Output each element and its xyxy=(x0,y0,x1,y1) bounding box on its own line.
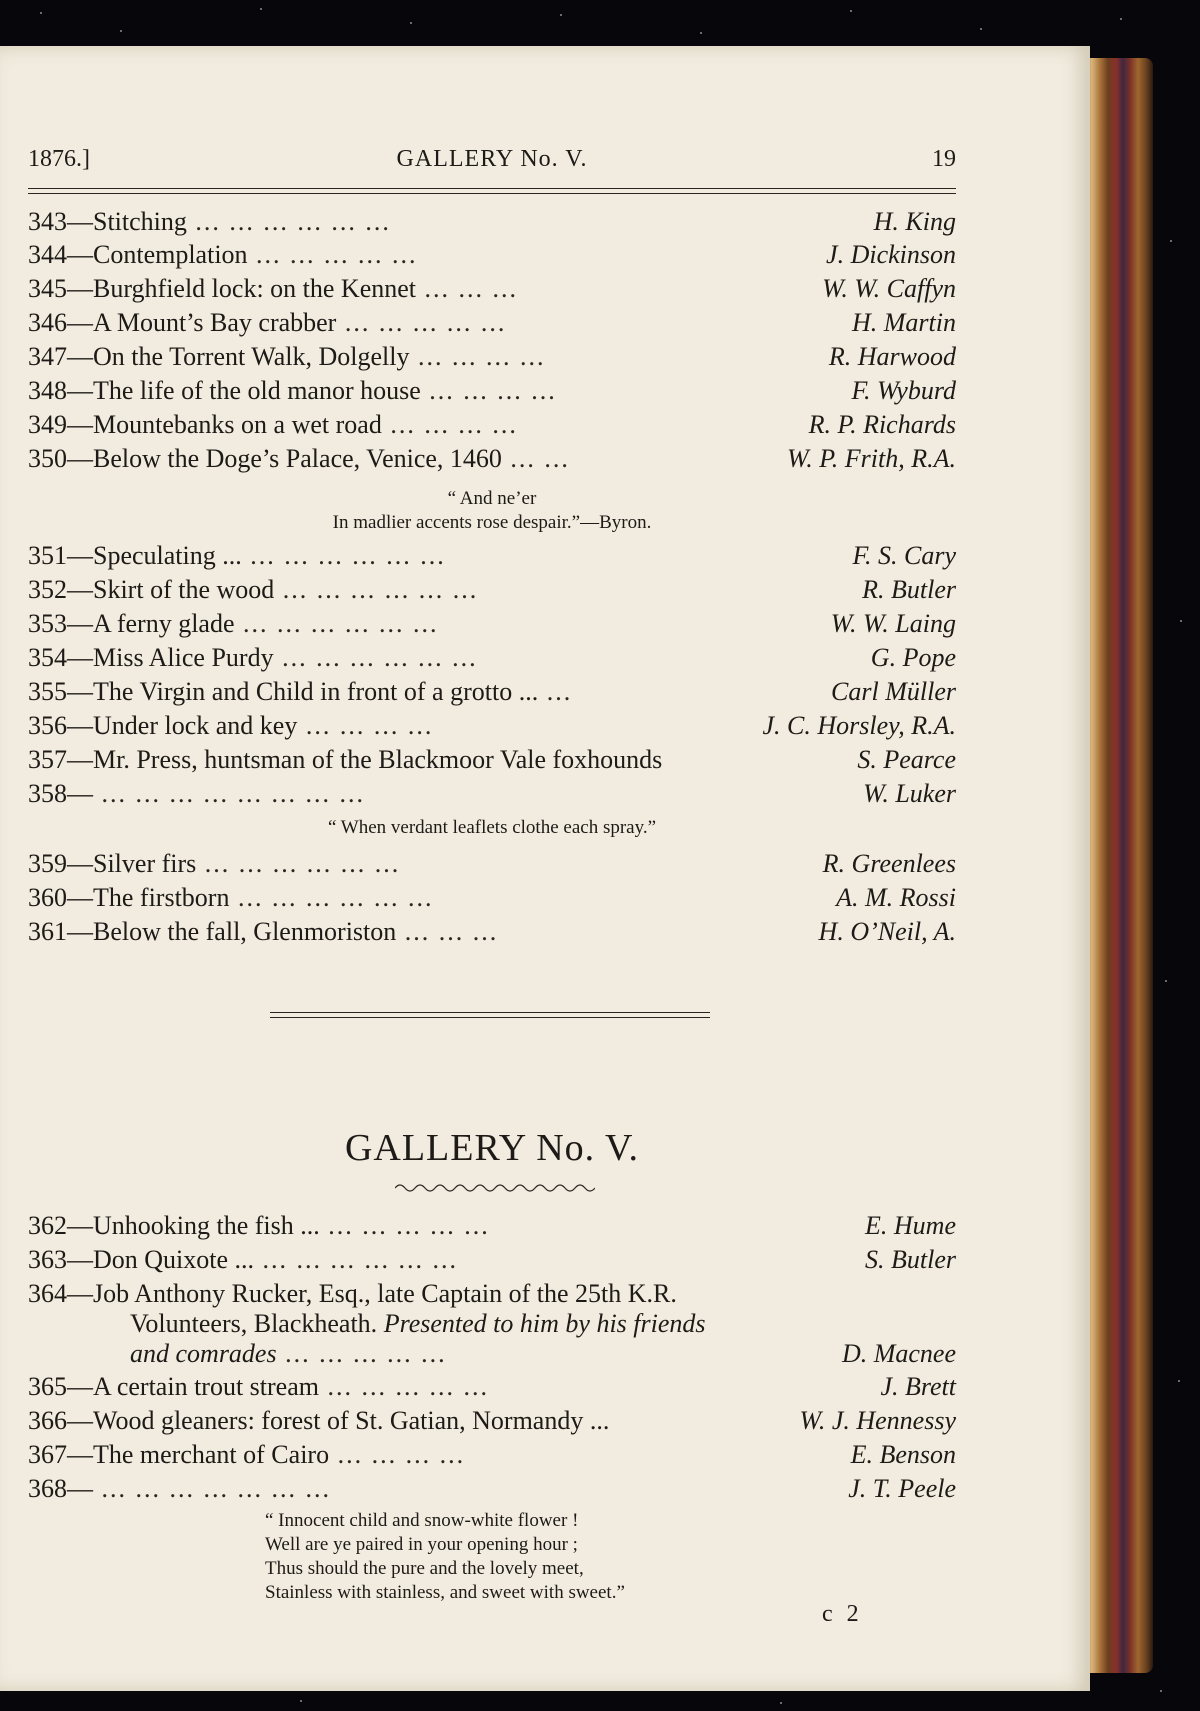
catalogue-entry: 367—The merchant of Cairo ... ... ... ... E. Benson xyxy=(28,1440,956,1469)
catalogue-entry: 343—Stitching ... ... ... ... ... ... H. King xyxy=(28,207,956,236)
entry-title: 351—Speculating ... xyxy=(28,541,242,570)
entry-artist: R. P. Richards xyxy=(803,409,956,441)
entry-title: 367—The merchant of Cairo xyxy=(28,1440,330,1469)
entry-artist: J. T. Peele xyxy=(842,1473,956,1505)
catalogue-entry xyxy=(28,1405,956,1437)
entry-artist: A. M. Rossi xyxy=(830,882,956,914)
catalogue-entry-continuation xyxy=(130,1308,956,1340)
wavy-rule xyxy=(395,1182,595,1194)
entry-artist: J. C. Horsley, R.A. xyxy=(756,710,956,742)
entry-title-italic: and comrades xyxy=(130,1339,277,1368)
catalogue-entry: 352—Skirt of the wood ... ... ... ... ... ... R. Butler xyxy=(28,575,956,604)
entry-title-italic: Presented to him by his friends xyxy=(383,1309,706,1338)
entry-artist: E. Hume xyxy=(859,1210,956,1242)
entry-artist: W. W. Caffyn xyxy=(816,273,956,305)
entry-artist: W. J. Hennessy xyxy=(794,1405,956,1437)
catalogue-entry: 358— ... ... ... ... ... ... ... ... W. Luker xyxy=(28,779,956,808)
entry-title: 347—On the Torrent Walk, Dolgelly xyxy=(28,342,410,371)
entry-title: 350—Below the Doge’s Palace, Venice, 1460 xyxy=(28,444,502,473)
epigraph-line: “ And ne’er xyxy=(447,488,537,509)
entry-artist: H. King xyxy=(868,206,956,238)
catalogue-entry: 355—The Virgin and Child in front of a grotto ... ... Carl Müller xyxy=(28,677,956,706)
signature-mark: c 2 xyxy=(822,1601,863,1627)
catalogue-entry: 344—Contemplation ... ... ... ... ... J. Dickinson xyxy=(28,240,956,269)
entry-title: 361—Below the fall, Glenmoriston xyxy=(28,917,397,946)
entry-artist: R. Greenlees xyxy=(817,848,956,880)
entry-artist: Carl Müller xyxy=(825,676,956,708)
running-header xyxy=(28,146,956,186)
catalogue-entry: 353—A ferny glade ... ... ... ... ... ... W. W. Laing xyxy=(28,609,956,638)
entry-title: 364—Job Anthony Rucker, Esq., late Captain of the 25th K.R. xyxy=(28,1279,677,1308)
entry-title: 359—Silver firs xyxy=(28,849,197,878)
epigraph xyxy=(28,487,956,535)
catalogue-entry: 362—Unhooking the fish ... ... ... ... ... ... E. Hume xyxy=(28,1211,956,1240)
catalogue-entry: 368— ... ... ... ... ... ... ... J. T. Peele xyxy=(28,1474,956,1503)
entry-title: 355—The Virgin and Child in front of a grotto ... xyxy=(28,677,539,706)
entry-artist: G. Pope xyxy=(865,642,956,674)
entry-title: 366—Wood gleaners: forest of St. Gatian, Normandy ... xyxy=(28,1406,610,1435)
catalogue-entry: 360—The firstborn ... ... ... ... ... ... A. M. Rossi xyxy=(28,883,956,912)
entry-title: 368— xyxy=(28,1474,93,1503)
catalogue-entry: 348—The life of the old manor house ... ... ... ... F. Wyburd xyxy=(28,376,956,405)
entry-artist: F. Wyburd xyxy=(846,375,957,407)
book-edge xyxy=(1085,58,1153,1673)
entry-title: 345—Burghfield lock: on the Kennet xyxy=(28,274,417,303)
epigraph-poem xyxy=(265,1509,625,1605)
book-page xyxy=(0,46,1090,1691)
entry-title: 353—A ferny glade xyxy=(28,609,235,638)
header-title: GALLERY No. V. xyxy=(396,146,588,172)
entry-title: Volunteers, Blackheath. xyxy=(130,1309,378,1338)
entry-artist: R. Butler xyxy=(856,574,956,606)
entry-artist: E. Benson xyxy=(845,1439,956,1471)
epigraph-line: In madlier accents rose despair.”—Byron. xyxy=(332,512,652,533)
entry-title: 358— xyxy=(28,779,93,808)
epigraph-line: “ When verdant leaflets clothe each spray.” xyxy=(327,817,657,838)
entry-artist: S. Pearce xyxy=(851,744,956,776)
catalogue-entry xyxy=(28,744,956,776)
entry-title: 343—Stitching xyxy=(28,207,187,236)
entry-title: 356—Under lock and key xyxy=(28,711,298,740)
header-year: 1876.] xyxy=(28,146,90,172)
entry-title: 346—A Mount’s Bay crabber xyxy=(28,308,337,337)
entry-title: 352—Skirt of the wood xyxy=(28,575,275,604)
entry-title: 348—The life of the old manor house xyxy=(28,376,421,405)
entry-artist: W. W. Laing xyxy=(825,608,956,640)
entry-title: 344—Contemplation xyxy=(28,240,248,269)
entry-artist: R. Harwood xyxy=(823,341,956,373)
epigraph xyxy=(28,816,956,840)
header-rule xyxy=(28,188,956,189)
entry-artist: F. S. Cary xyxy=(846,540,956,572)
catalogue-entry: 365—A certain trout stream ... ... ... ... ... J. Brett xyxy=(28,1372,956,1401)
entry-artist: D. Macnee xyxy=(836,1338,956,1370)
section-title: GALLERY No. V. xyxy=(344,1127,640,1169)
entry-title: 357—Mr. Press, huntsman of the Blackmoor Vale foxhounds xyxy=(28,745,663,774)
catalogue-entry: 346—A Mount’s Bay crabber ... ... ... ... ... H. Martin xyxy=(28,308,956,337)
catalogue-entry: 351—Speculating ... ... ... ... ... ... ... F. S. Cary xyxy=(28,541,956,570)
header-rule xyxy=(28,193,956,194)
catalogue-entry: 349—Mountebanks on a wet road ... ... ... ... R. P. Richards xyxy=(28,410,956,439)
entry-artist: W. P. Frith, R.A. xyxy=(781,443,956,475)
catalogue-entry: 363—Don Quixote ... ... ... ... ... ... ... S. Butler xyxy=(28,1245,956,1274)
catalogue-entry: 345—Burghfield lock: on the Kennet ... ... ... W. W. Caffyn xyxy=(28,274,956,303)
entry-artist: W. Luker xyxy=(857,778,956,810)
entry-artist: H. Martin xyxy=(846,307,956,339)
header-page-number: 19 xyxy=(932,146,956,172)
catalogue-entry: 359—Silver firs ... ... ... ... ... ... R. Greenlees xyxy=(28,849,956,878)
poem-line: Thus should the pure and the lovely meet, xyxy=(265,1558,584,1579)
entry-title: 360—The firstborn xyxy=(28,883,230,912)
entry-title: 362—Unhooking the fish ... xyxy=(28,1211,320,1240)
entry-title: 365—A certain trout stream xyxy=(28,1372,319,1401)
entry-artist: S. Butler xyxy=(859,1244,956,1276)
catalogue-entry: 347—On the Torrent Walk, Dolgelly ... ... ... ... R. Harwood xyxy=(28,342,956,371)
entry-artist: J. Brett xyxy=(874,1371,956,1403)
entry-title: 354—Miss Alice Purdy xyxy=(28,643,274,672)
poem-line: Well are ye paired in your opening hour ; xyxy=(265,1534,578,1555)
entry-title: 349—Mountebanks on a wet road xyxy=(28,410,382,439)
catalogue-entry: 350—Below the Doge’s Palace, Venice, 1460 ... ... W. P. Frith, R.A. xyxy=(28,444,956,473)
entry-artist: J. Dickinson xyxy=(820,239,956,271)
catalogue-entry-continuation: and comrades ... ... ... ... ... D. Macnee xyxy=(130,1339,956,1368)
section-rule xyxy=(270,1017,710,1018)
poem-line: “ Innocent child and snow-white flower ! xyxy=(265,1510,579,1531)
poem-line: Stainless with stainless, and sweet with sweet.” xyxy=(265,1582,625,1603)
section-rule xyxy=(270,1012,710,1013)
entry-title: 363—Don Quixote ... xyxy=(28,1245,255,1274)
entry-artist: H. O’Neil, A. xyxy=(813,916,956,948)
catalogue-entry: 354—Miss Alice Purdy ... ... ... ... ... ... G. Pope xyxy=(28,643,956,672)
catalogue-entry: 361—Below the fall, Glenmoriston ... ... ... H. O’Neil, A. xyxy=(28,917,956,946)
catalogue-entry: 356—Under lock and key ... ... ... ... J. C. Horsley, R.A. xyxy=(28,711,956,740)
catalogue-entry xyxy=(28,1278,956,1310)
